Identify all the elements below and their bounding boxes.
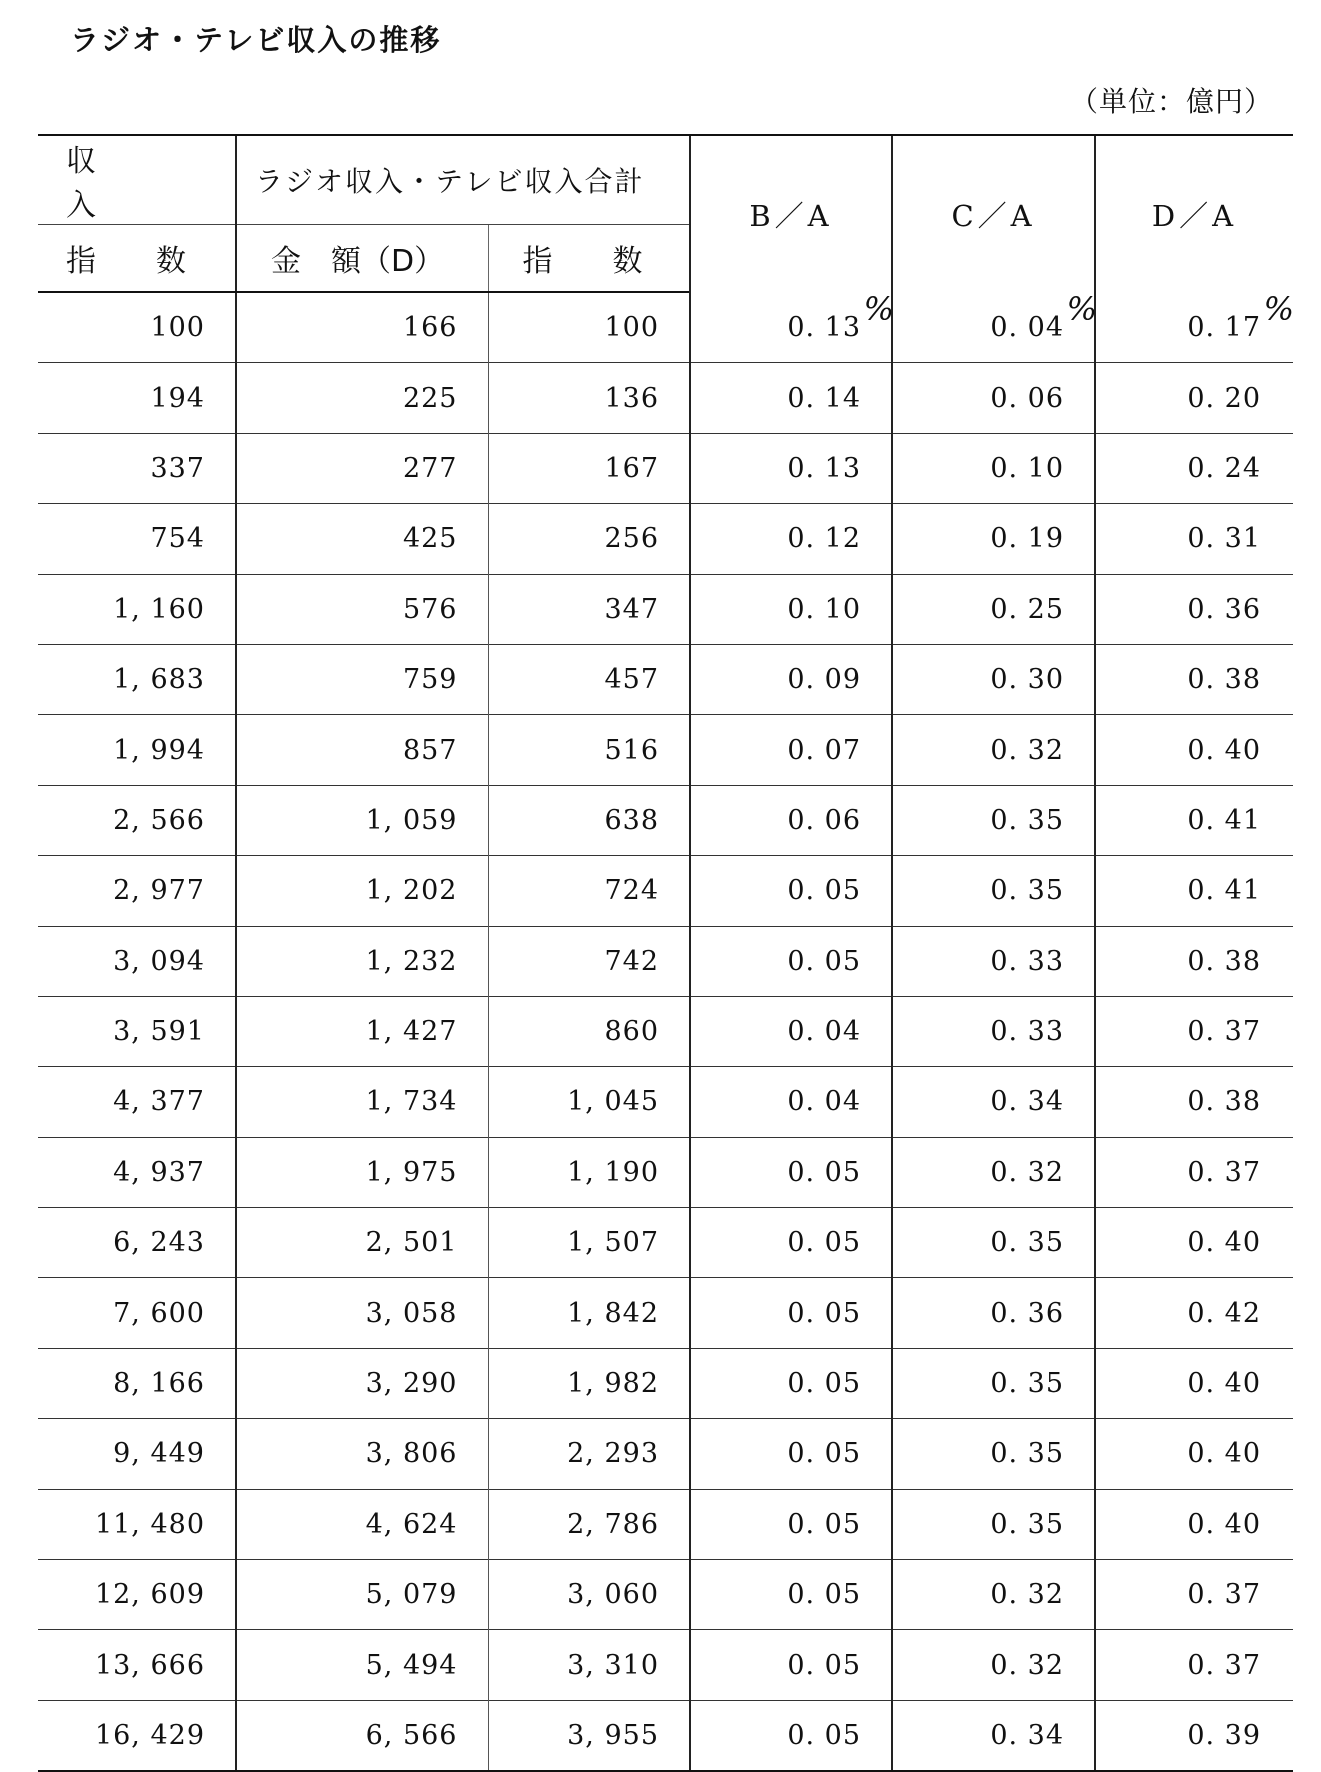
revenue-index-cell [38,1489,236,1559]
b-over-a-cell [690,363,892,433]
table-row [38,644,1293,714]
d-over-a-cell-value: 0. 40 [1187,1227,1262,1259]
total-index-cell [488,996,690,1066]
b-over-a-cell-value: 0. 05 [787,1368,862,1400]
table-row [38,433,1293,503]
c-over-a-cell [892,1067,1095,1137]
table-row [38,292,1293,363]
c-over-a-cell-value: 0. 19 [990,523,1065,555]
amount-d-cell-value: 5, 494 [365,1649,458,1681]
total-index-cell-value: 724 [604,875,660,907]
table-body [38,289,1296,1771]
table-row [38,1278,1293,1348]
amount-d-cell-value: 1, 975 [365,1156,458,1188]
d-over-a-cell-value: 0. 42 [1187,1297,1262,1329]
percent-mark: % [1263,289,1296,328]
revenue-index-cell [38,292,236,363]
total-index-cell-value: 347 [604,593,660,625]
amount-d-cell-value: 3, 290 [365,1368,458,1400]
b-over-a-cell-value: 0. 04 [787,1016,862,1048]
c-over-a-cell-value: 0. 04 % [990,289,1099,343]
revenue-index-cell [38,926,236,996]
d-over-a-cell-value: 0. 41 [1187,875,1262,907]
c-over-a-cell-value: 0. 25 [990,593,1065,625]
b-over-a-cell [690,715,892,785]
amount-d-cell-value: 1, 202 [365,875,458,907]
total-index-cell [488,856,690,926]
amount-d-cell-value: 4, 624 [365,1508,458,1540]
table-row [38,1630,1293,1700]
total-index-cell-value: 256 [604,523,660,555]
total-index-cell-value: 2, 786 [567,1508,660,1540]
total-index-cell [488,433,690,503]
c-over-a-cell [892,1348,1095,1418]
revenue-index-cell-value: 1, 160 [113,593,205,625]
d-over-a-cell-value: 0. 41 [1187,804,1262,836]
b-over-a-cell [690,996,892,1066]
b-over-a-cell-value: 0. 05 [787,1649,862,1681]
amount-d-cell [236,785,488,855]
b-over-a-cell-value: 0. 04 [787,1086,862,1118]
total-index-cell-value: 3, 310 [567,1649,660,1681]
amount-d-cell [236,1208,488,1278]
c-over-a-cell-value: 0. 35 [990,1227,1065,1259]
table-row [38,785,1293,855]
table-row [38,1067,1293,1137]
d-over-a-cell-value: 0. 24 [1187,452,1262,484]
revenue-index-cell-value: 1, 683 [113,664,205,696]
amount-d-cell-value: 1, 427 [365,1016,458,1048]
d-over-a-cell [1095,1348,1293,1418]
d-over-a-cell [1095,856,1293,926]
b-over-a-cell [690,1630,892,1700]
revenue-index-cell [38,785,236,855]
amount-d-cell-value: 576 [402,593,458,625]
d-over-a-cell [1095,926,1293,996]
revenue-index-cell-value: 9, 449 [113,1438,205,1470]
d-over-a-cell-value: 0. 39 [1187,1720,1262,1751]
amount-d-cell-value: 1, 734 [365,1086,458,1118]
table-row [38,1419,1293,1489]
b-over-a-cell [690,856,892,926]
total-index-cell [488,785,690,855]
d-over-a-cell [1095,1560,1293,1630]
total-index-cell [488,1067,690,1137]
table-row [38,856,1293,926]
d-over-a-cell-value: 0. 40 [1187,1508,1262,1540]
amount-d-cell [236,504,488,574]
c-over-a-cell [892,1208,1095,1278]
table-row [38,1208,1293,1278]
table-row [38,715,1293,785]
b-over-a-cell-value: 0. 05 [787,1227,862,1259]
b-over-a-cell-value: 0. 13 % [787,289,896,343]
amount-d-cell [236,363,488,433]
c-over-a-cell-value: 0. 35 [990,804,1065,836]
c-over-a-cell-value: 0. 35 [990,1438,1065,1470]
b-over-a-cell-value: 0. 05 [787,1579,862,1611]
b-over-a-cell-value: 0. 13 [787,452,862,484]
amount-d-cell-value: 759 [402,664,458,696]
d-over-a-cell-value: 0. 37 [1187,1579,1262,1611]
b-over-a-cell-value: 0. 05 [787,945,862,977]
table-row [38,363,1293,433]
total-index-cell [488,1278,690,1348]
amount-d-cell-value: 225 [402,382,458,414]
d-over-a-cell [1095,1700,1293,1771]
d-over-a-cell [1095,996,1293,1066]
d-over-a-cell-value: 0. 40 [1187,734,1262,766]
b-over-a-cell-value: 0. 05 [787,1156,862,1188]
revenue-index-cell [38,504,236,574]
c-over-a-cell [892,1630,1095,1700]
total-index-cell-value: 1, 045 [567,1086,660,1118]
revenue-index-cell-value: 16, 429 [94,1720,205,1751]
amount-d-cell-value: 2, 501 [365,1227,458,1259]
b-over-a-cell-value: 0. 09 [787,664,862,696]
d-over-a-cell [1095,1208,1293,1278]
amount-d-cell [236,1560,488,1630]
total-index-cell [488,292,690,363]
b-over-a-cell [690,1208,892,1278]
revenue-index-cell-value: 13, 666 [94,1649,205,1681]
table-row [38,1348,1293,1418]
d-over-a-cell-value: 0. 38 [1187,1086,1262,1118]
amount-d-cell [236,996,488,1066]
amount-d-cell [236,926,488,996]
d-over-a-cell [1095,433,1293,503]
total-index-cell-value: 1, 507 [567,1227,660,1259]
amount-d-cell [236,433,488,503]
c-over-a-cell [892,856,1095,926]
amount-d-cell-value: 6, 566 [365,1720,458,1751]
revenue-index-cell-value: 1, 994 [113,734,205,766]
c-over-a-cell-value: 0. 10 [990,452,1065,484]
b-over-a-cell-value: 0. 05 [787,1508,862,1540]
c-over-a-cell-value: 0. 34 [990,1086,1065,1118]
table-row [38,1700,1293,1771]
percent-mark: % [863,289,896,328]
total-index-cell [488,1560,690,1630]
header-b-over-a: B／A [690,136,892,292]
revenue-index-cell [38,363,236,433]
total-index-cell [488,1348,690,1418]
d-over-a-cell-value: 0. 17 % [1187,289,1296,343]
b-over-a-cell-value: 0. 05 [787,1438,862,1470]
total-index-cell-value: 3, 955 [567,1720,660,1751]
c-over-a-cell-value: 0. 36 [990,1297,1065,1329]
b-over-a-cell [690,1700,892,1771]
c-over-a-cell-value: 0. 33 [990,945,1065,977]
total-index-cell [488,1700,690,1771]
amount-d-cell-value: 1, 232 [365,945,458,977]
header-index-1: 指 数 [38,225,236,293]
d-over-a-cell [1095,1630,1293,1700]
revenue-index-cell-value: 7, 600 [113,1297,205,1329]
total-index-cell [488,363,690,433]
c-over-a-cell [892,574,1095,644]
total-index-cell-value: 1, 190 [567,1156,660,1188]
header-c-over-a: C／A [892,136,1095,292]
revenue-index-cell [38,1348,236,1418]
b-over-a-cell-value: 0. 05 [787,875,862,907]
c-over-a-cell-value: 0. 32 [990,1156,1065,1188]
header-amount-d: 金 額（D） [236,225,488,293]
c-over-a-cell [892,1560,1095,1630]
d-over-a-cell-value: 0. 37 [1187,1649,1262,1681]
b-over-a-cell-value: 0. 12 [787,523,862,555]
amount-d-cell-value: 166 [402,312,458,344]
c-over-a-cell-value: 0. 06 [990,382,1065,414]
amount-d-cell-value: 3, 806 [365,1438,458,1470]
revenue-index-cell [38,1560,236,1630]
b-over-a-cell [690,433,892,503]
total-index-cell-value: 860 [604,1016,660,1048]
c-over-a-cell-value: 0. 35 [990,1368,1065,1400]
b-over-a-cell [690,1419,892,1489]
d-over-a-cell-value: 0. 36 [1187,593,1262,625]
revenue-index-cell-value: 337 [150,452,205,484]
amount-d-cell [236,1137,488,1207]
table-header [38,136,1293,292]
c-over-a-cell [892,289,1099,363]
revenue-index-cell-value: 2, 977 [113,875,205,907]
c-over-a-cell [892,1419,1095,1489]
b-over-a-cell [690,289,896,363]
d-over-a-cell [1095,785,1293,855]
c-over-a-cell [892,1278,1095,1348]
d-over-a-cell-value: 0. 20 [1187,382,1262,414]
revenue-index-cell [38,1208,236,1278]
c-over-a-cell [892,1700,1095,1771]
b-over-a-cell [690,644,892,714]
page-title: ラジオ・テレビ収入の推移 [70,23,442,57]
b-over-a-cell-value: 0. 10 [787,593,862,625]
d-over-a-cell [1095,715,1293,785]
c-over-a-cell [892,1137,1095,1207]
total-index-cell [488,1208,690,1278]
b-over-a-cell-value: 0. 14 [787,382,862,414]
revenue-index-cell [38,644,236,714]
amount-d-cell [236,1630,488,1700]
c-over-a-cell [892,504,1095,574]
table-row [38,926,1293,996]
revenue-index-cell-value: 2, 566 [113,804,205,836]
amount-d-cell-value: 3, 058 [365,1297,458,1329]
total-index-cell-value: 516 [604,734,660,766]
revenue-index-cell [38,1278,236,1348]
d-over-a-cell [1095,1489,1293,1559]
revenue-index-cell [38,856,236,926]
amount-d-cell [236,574,488,644]
revenue-index-cell [38,433,236,503]
d-over-a-cell-value: 0. 40 [1187,1438,1262,1470]
d-over-a-cell-value: 0. 40 [1187,1368,1262,1400]
amount-d-cell [236,1278,488,1348]
d-over-a-cell [1095,289,1296,363]
header-index-2: 指 数 [488,225,690,293]
header-d-over-a: D／A [1095,136,1293,292]
unit-label: （単位：億円） [1070,85,1274,118]
c-over-a-cell [892,785,1095,855]
c-over-a-cell [892,926,1095,996]
total-index-cell [488,926,690,996]
d-over-a-cell-value: 0. 37 [1187,1016,1262,1048]
d-over-a-cell [1095,504,1293,574]
total-index-cell [488,1419,690,1489]
revenue-index-cell-value: 3, 591 [113,1016,205,1048]
revenue-index-cell-value: 754 [150,523,205,555]
d-over-a-cell [1095,1278,1293,1348]
revenue-index-cell [38,1137,236,1207]
b-over-a-cell [690,1067,892,1137]
b-over-a-cell [690,574,892,644]
d-over-a-cell-value: 0. 37 [1187,1156,1262,1188]
revenue-index-cell [38,1700,236,1771]
c-over-a-cell-value: 0. 32 [990,734,1065,766]
revenue-index-cell-value: 4, 377 [113,1086,205,1118]
total-index-cell [488,574,690,644]
b-over-a-cell [690,926,892,996]
d-over-a-cell [1095,644,1293,714]
revenue-table [38,136,1296,1772]
b-over-a-cell [690,504,892,574]
revenue-index-cell [38,574,236,644]
header-group-total: ラジオ収入・テレビ収入合計 [236,136,690,225]
amount-d-cell [236,1348,488,1418]
total-index-cell [488,715,690,785]
d-over-a-cell [1095,1067,1293,1137]
total-index-cell [488,1489,690,1559]
c-over-a-cell-value: 0. 30 [990,664,1065,696]
amount-d-cell [236,1067,488,1137]
amount-d-cell-value: 1, 059 [365,804,458,836]
total-index-cell-value: 638 [604,804,660,836]
c-over-a-cell-value: 0. 35 [990,875,1065,907]
revenue-index-cell [38,715,236,785]
revenue-index-cell-value: 6, 243 [113,1227,205,1259]
total-index-cell-value: 742 [604,945,660,977]
total-index-cell-value: 1, 982 [567,1368,660,1400]
total-index-cell [488,504,690,574]
revenue-index-cell-value: 11, 480 [94,1508,205,1540]
amount-d-cell-value: 857 [402,734,458,766]
b-over-a-cell-value: 0. 06 [787,804,862,836]
d-over-a-cell [1095,1137,1293,1207]
c-over-a-cell [892,363,1095,433]
b-over-a-cell [690,1489,892,1559]
c-over-a-cell-value: 0. 32 [990,1579,1065,1611]
revenue-index-cell-value: 4, 937 [113,1156,205,1188]
d-over-a-cell-value: 0. 31 [1187,523,1262,555]
total-index-cell-value: 2, 293 [567,1438,660,1470]
amount-d-cell [236,1700,488,1771]
revenue-index-cell [38,996,236,1066]
d-over-a-cell [1095,1419,1293,1489]
table-row [38,1489,1293,1559]
total-index-cell-value: 136 [604,382,660,414]
amount-d-cell [236,644,488,714]
c-over-a-cell-value: 0. 35 [990,1508,1065,1540]
total-index-cell [488,644,690,714]
header-revenue: 収 入 [38,136,236,225]
amount-d-cell [236,856,488,926]
b-over-a-cell [690,1137,892,1207]
revenue-index-cell [38,1630,236,1700]
table-row [38,996,1293,1066]
percent-mark: % [1066,289,1099,328]
total-index-cell [488,1630,690,1700]
table-row [38,574,1293,644]
b-over-a-cell [690,1348,892,1418]
c-over-a-cell [892,715,1095,785]
revenue-index-cell [38,1419,236,1489]
amount-d-cell-value: 425 [402,523,458,555]
revenue-index-cell-value: 100 [150,312,205,344]
total-index-cell [488,1137,690,1207]
d-over-a-cell [1095,574,1293,644]
revenue-index-cell-value: 12, 609 [94,1579,205,1611]
b-over-a-cell [690,1278,892,1348]
c-over-a-cell [892,996,1095,1066]
revenue-index-cell-value: 194 [150,382,205,414]
c-over-a-cell-value: 0. 33 [990,1016,1065,1048]
total-index-cell-value: 1, 842 [567,1297,660,1329]
b-over-a-cell [690,1560,892,1630]
c-over-a-cell [892,644,1095,714]
total-index-cell-value: 3, 060 [567,1579,660,1611]
b-over-a-cell-value: 0. 05 [787,1297,862,1329]
c-over-a-cell [892,1489,1095,1559]
b-over-a-cell-value: 0. 07 [787,734,862,766]
amount-d-cell [236,1419,488,1489]
amount-d-cell [236,1489,488,1559]
d-over-a-cell-value: 0. 38 [1187,945,1262,977]
total-index-cell-value: 457 [604,664,660,696]
revenue-index-cell-value: 3, 094 [113,945,205,977]
amount-d-cell-value: 277 [402,452,458,484]
amount-d-cell [236,292,488,363]
c-over-a-cell-value: 0. 32 [990,1649,1065,1681]
total-index-cell-value: 167 [604,452,660,484]
table-row [38,1137,1293,1207]
revenue-index-cell-value: 8, 166 [113,1368,205,1400]
d-over-a-cell [1095,363,1293,433]
revenue-index-cell [38,1067,236,1137]
b-over-a-cell [690,785,892,855]
total-index-cell-value: 100 [604,312,660,344]
table-row [38,1560,1293,1630]
c-over-a-cell-value: 0. 34 [990,1720,1065,1751]
table-row [38,504,1293,574]
amount-d-cell [236,715,488,785]
amount-d-cell-value: 5, 079 [365,1579,458,1611]
b-over-a-cell-value: 0. 05 [787,1720,862,1751]
c-over-a-cell [892,433,1095,503]
d-over-a-cell-value: 0. 38 [1187,664,1262,696]
